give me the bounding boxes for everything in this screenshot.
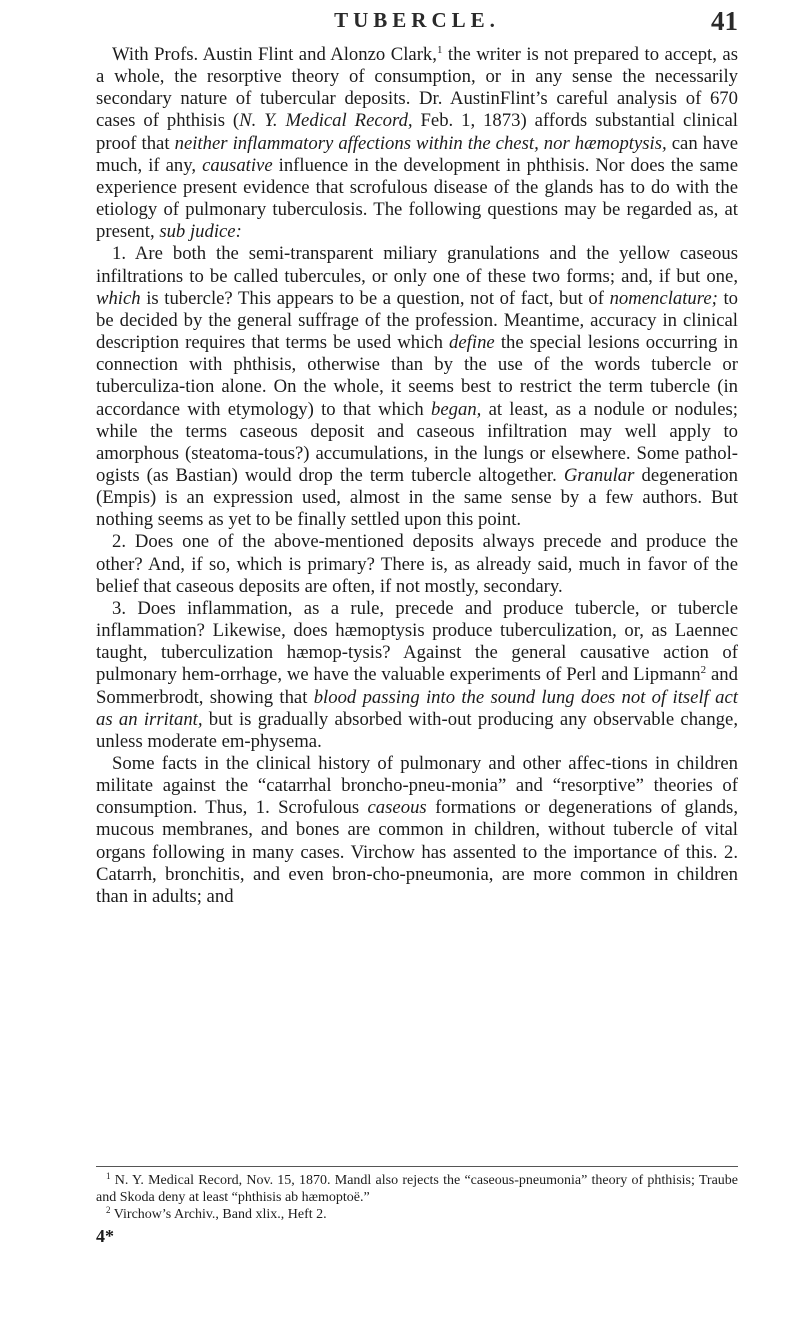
signature-mark: 4* [96,1226,114,1246]
italic-span: neither inflammatory affections within the chest, nor hæmoptysis, [174,132,667,154]
footnote-text-2: Virchow’s Archiv., Band xlix., Heft 2. [110,1207,327,1222]
text-span: but is gradually absorbed with-out producing any observable change, unless moderate em-physema. [96,708,738,752]
paragraph-3: 2. Does one of the above-mentioned deposits always precede and produce the other? And, if so, which is primary? There is, as already said, much in favor of the belief that caseous deposits are often, if not mostly, secondary. [96,531,738,597]
text-span: at least, as a nodule or nodules; while the terms caseous deposit and caseous infiltration may well apply to amorphous (steatoma-tous?) accumulations, in the lungs or elsewhere. Some pathol-ogists (as Bastian) would drop the term tubercle altogether. [96,398,738,486]
footnotes [96,1172,738,1223]
text-span: Some facts in the clinical history of pulmonary and other affec-tions in children militate against the “catarrhal broncho-pneu-monia” and “resorptive” theories of consumption. Thus, 1. Scrofulous [96,753,738,819]
italic-span: blood passing into the sound lung does not of itself act as an irritant, [96,686,738,730]
italic-span: Granular [563,464,635,486]
footnote-text-1: N. Y. Medical Record, Nov. 15, 1870. Mandl also rejects the “caseous-pneumonia” theory of phthisis; Traube and Skoda deny at least “phthisis ab hæmoptoë.” [96,1173,738,1205]
italic-span: N. Y. Medical Record, [239,110,413,132]
paragraph-1 [96,44,738,243]
footnote-1 [96,1172,738,1206]
text-span: is tubercle? This appears to be a question, not of fact, but of [140,287,610,309]
footnote-2 [96,1206,738,1223]
italic-span: began, [431,398,482,420]
text-span: 1. Are both the semi-transparent miliary granulations and the yellow caseous infiltrations to be called tubercules, or only one of these two forms; and, if but one, [96,243,738,287]
text-span: influence in the development in phthisis. Nor does the same experience present evidence that scrofulous disease of the glands has to do with the etiology of pulmonary tuberculosis. The following questions may be regarded as, at present, [96,154,738,243]
footnote-mark-2: 2 [106,1205,111,1215]
footnote-ref-1: 1 [436,44,443,56]
text-span: degeneration (Empis) is an expression used, almost in the same sense by a few authors. But nothing seems as yet to be finally settled upon this point. [96,464,738,531]
page-number: 41 [711,6,738,36]
paragraph-4 [96,598,738,753]
italic-span: define [449,332,495,354]
text-span: With Profs. Austin Flint and Alonzo Clark, [112,44,437,65]
italic-span: nomenclature; [609,287,718,309]
footnote-divider [96,1166,738,1167]
page-header [96,6,738,46]
body-text [96,44,738,908]
text-span: the special lesions occurring in connection with phthisis, otherwise than by the use of the words tubercle or tuberculiza-tion alone. On the whole, it seems best to restrict the term tubercle (in accordance with etymology) to that which [96,332,738,420]
text-span: the writer is not prepared to accept, as a whole, the resorptive theory of consumption, or in any sense the necessarily secondary nature of tubercular deposits. Dr. AustinFlint’s careful analysis of 670 cases of phthisis ( [96,44,738,132]
italic-span: sub judice: [159,221,242,243]
italic-span: causative [202,154,273,176]
footnote-mark-1: 1 [106,1171,111,1181]
italic-span: which [96,287,141,309]
running-title: TUBERCLE. [334,8,500,32]
text-span: formations or degenerations of glands, mucous membranes, and bones are common in children, without tubercle of vital organs following in many cases. Virchow has assented to the importance of this. 2. Catarrh, bronchitis, and even bron-cho-pneumonia, are more common in children than in adults; and [96,797,739,907]
text-span: Feb. 1, 1873) affords substantial clinical proof that [96,110,738,154]
footnote-ref-2: 2 [700,664,707,677]
paragraph-5 [96,753,738,908]
text-span: can have much, if any, [96,132,738,176]
text-span: and Sommerbrodt, showing that [96,664,738,708]
text-span: 3. Does inflammation, as a rule, precede and produce tubercle, or tubercle inflammation? Likewise, does hæmoptysis produce tuberculization, or, as Laennec taught, tuberculization hæmop-tysis? Against the general causative action of pulmonary hem-orrhage, we have the valuable experiments of Perl and Lipmann [96,597,738,686]
italic-span: caseous [367,797,427,819]
text-span: to be decided by the general suffrage of the profession. Meantime, accuracy in clinical description requires that terms be used which [96,287,738,354]
paragraph-2 [96,243,738,531]
